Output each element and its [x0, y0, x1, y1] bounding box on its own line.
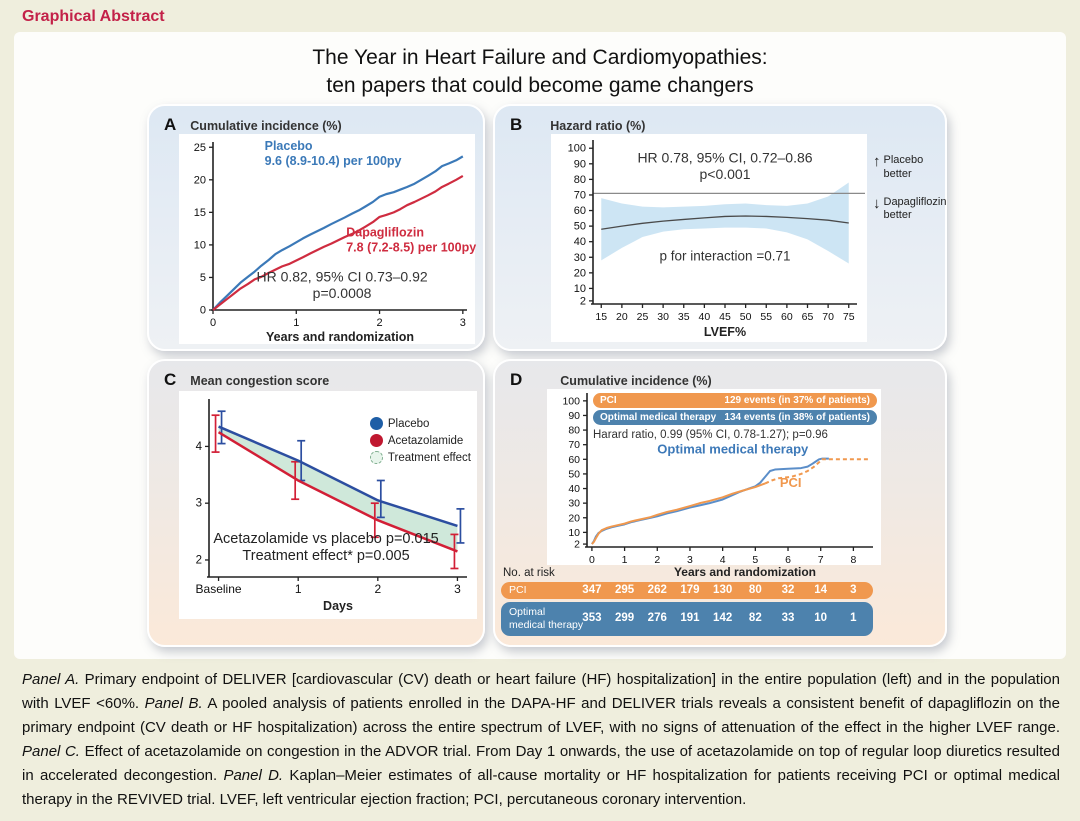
svg-text:p for interaction =0.71: p for interaction =0.71: [659, 248, 791, 264]
svg-text:60: 60: [573, 205, 586, 218]
svg-text:1: 1: [294, 582, 302, 596]
side-label-text: Dapagliflozin: [883, 195, 947, 208]
svg-text:6: 6: [785, 554, 791, 566]
treatment-effect-dashed-circle-icon: [370, 451, 383, 464]
panel-d-title: Cumulative incidence (%): [560, 374, 712, 388]
legend-item-treatment-effect: [370, 451, 471, 464]
svg-text:Optimal medical therapy: Optimal medical therapy: [657, 441, 809, 457]
figure-title-line1: The Year in Heart Failure and Cardiomyopathies:: [312, 46, 768, 69]
svg-text:2: 2: [654, 554, 661, 566]
panel-d: [493, 359, 947, 647]
svg-text:5: 5: [199, 271, 206, 284]
svg-text:50: 50: [573, 220, 586, 233]
risk-table: [495, 565, 949, 636]
caption-segment: Primary endpoint of DELIVER [cardiovascular (CV) death or heart failure (HF) hospitalization] in the entire population (left) and in the population with LVEF <60%.: [22, 671, 1060, 712]
svg-text:90: 90: [573, 158, 586, 171]
panel-c-chart: [179, 391, 477, 619]
svg-text:9.6 (8.9-10.4) per 100py: 9.6 (8.9-10.4) per 100py: [264, 153, 402, 168]
panel-a: [147, 104, 485, 351]
svg-text:3: 3: [459, 317, 466, 329]
risk-count: 142: [713, 612, 733, 624]
svg-text:3: 3: [687, 554, 693, 566]
risk-count: 347: [582, 584, 602, 596]
risk-count: 80: [748, 584, 762, 596]
risk-count: 3: [850, 584, 857, 596]
risk-count: 276: [647, 612, 667, 624]
svg-text:0: 0: [199, 304, 206, 317]
svg-text:100: 100: [562, 395, 580, 408]
legend-item-acetazolamide: [370, 434, 471, 447]
svg-text:50: 50: [568, 468, 580, 481]
risk-count: 130: [713, 584, 733, 596]
svg-text:80: 80: [568, 424, 580, 437]
svg-text:80: 80: [573, 173, 586, 186]
svg-text:10: 10: [193, 239, 206, 252]
acetazolamide-dot-icon: [370, 434, 383, 447]
figure-title-line2: ten papers that could become game changers: [326, 74, 754, 98]
caption-segment: Effect of acetazolamide on congestion in the ADVOR trial. From Day 1 onwards, the use of acetazolamide on top of regular loop diuretics resulted in accelerated decongestion.: [22, 743, 1060, 784]
svg-text:7: 7: [817, 554, 824, 566]
svg-text:30: 30: [657, 311, 669, 323]
svg-text:Acetazolamide vs placebo p=0.0: Acetazolamide vs placebo p=0.015: [213, 530, 439, 547]
panel-b-side-labels: [873, 154, 947, 237]
risk-count: 191: [680, 612, 700, 624]
svg-text:Treatment effect* p=0.005: Treatment effect* p=0.005: [242, 548, 410, 565]
up-arrow-icon: ↑: [873, 153, 881, 170]
down-arrow-icon: ↓: [873, 194, 881, 212]
svg-text:3: 3: [454, 582, 461, 596]
svg-text:LVEF%: LVEF%: [703, 325, 747, 339]
svg-text:5: 5: [752, 554, 759, 566]
side-label-text: better: [883, 167, 912, 180]
legend-label: Acetazolamide: [387, 434, 464, 447]
svg-text:4: 4: [719, 554, 726, 566]
km-chart-deliver: [179, 134, 475, 344]
legend-label: Treatment effect: [387, 451, 471, 464]
risk-row-pci: [501, 582, 873, 599]
svg-text:25: 25: [193, 141, 206, 154]
panel-d-letter: D: [510, 370, 523, 389]
svg-text:70: 70: [822, 311, 834, 323]
svg-text:20: 20: [616, 311, 628, 323]
figure-title: [14, 32, 1066, 101]
svg-text:45: 45: [719, 311, 731, 323]
side-label-text: Placebo: [883, 154, 924, 166]
svg-text:30: 30: [568, 497, 580, 510]
svg-text:40: 40: [568, 483, 580, 496]
hazard-ratio-stat: Harard ratio, 0.99 (95% CI, 0.78-1.27); p=0.96: [593, 429, 828, 441]
risk-row-label: PCI: [509, 584, 527, 596]
caption-text: [22, 668, 1060, 812]
svg-text:60: 60: [781, 311, 793, 323]
panel-reference: Panel B.: [144, 695, 203, 712]
svg-text:HR 0.82, 95% CI 0.73–0.92: HR 0.82, 95% CI 0.73–0.92: [256, 268, 428, 285]
panel-c-legend: [370, 417, 471, 468]
panel-a-letter: A: [164, 115, 177, 134]
panel-b-chart: [551, 134, 867, 342]
pill-label: PCI: [600, 395, 617, 406]
svg-text:Placebo: Placebo: [264, 138, 313, 153]
svg-text:10: 10: [568, 526, 580, 539]
risk-count: 295: [614, 584, 635, 596]
svg-text:35: 35: [677, 311, 690, 323]
panel-reference: Panel C.: [22, 743, 80, 760]
dapagliflozin-better-note: [873, 196, 947, 224]
panel-a-title: Cumulative incidence (%): [190, 119, 342, 133]
svg-text:1: 1: [621, 554, 628, 566]
svg-text:Baseline: Baseline: [195, 582, 242, 596]
panel-c-title: Mean congestion score: [190, 374, 330, 388]
svg-text:2: 2: [374, 582, 382, 596]
svg-text:70: 70: [573, 189, 586, 202]
svg-text:3: 3: [195, 497, 202, 510]
panel-d-xaxis-label: Years and randomization: [673, 565, 817, 579]
omt-events-pill: [593, 410, 877, 425]
svg-text:4: 4: [195, 440, 202, 453]
risk-count: 179: [680, 584, 700, 596]
svg-text:p<0.001: p<0.001: [699, 165, 751, 182]
svg-text:75: 75: [842, 311, 855, 323]
pci-events-pill: [593, 393, 877, 408]
svg-text:8: 8: [850, 554, 857, 566]
hazard-ratio-spline-chart: [551, 134, 867, 342]
pill-value: 134 events (in 38% of patients): [724, 412, 870, 423]
svg-text:Dapagliflozin: Dapagliflozin: [346, 225, 425, 240]
legend-item-placebo: [370, 417, 471, 430]
panel-b-letter: B: [510, 115, 523, 134]
pill-value: 129 events (in 37% of patients): [724, 395, 870, 406]
caption-segment: Kaplan–Meier estimates of all-cause mortality or HF hospitalization for patients receiving PCI or optimal medical therapy in the REVIVED trial. LVEF, left ventricular ejection fraction; PCI, percutaneous coronary intervention.: [22, 767, 1060, 808]
panel-c: [147, 359, 485, 647]
svg-text:50: 50: [739, 311, 752, 323]
caption-segment: A pooled analysis of patients enrolled in the DAPA-HF and DELIVER trials reveals a consistent benefit of dapagliflozin on the primary endpoint (CV death or HF hospitalization) across the entire spectrum of LVEF, with no signs of attenuation of the effect in the higher LVEF range.: [22, 695, 1060, 736]
svg-text:100: 100: [567, 142, 586, 155]
risk-count: 262: [647, 584, 667, 596]
svg-text:55: 55: [760, 311, 773, 323]
svg-text:0: 0: [588, 554, 595, 566]
svg-text:PCI: PCI: [779, 475, 802, 491]
panel-reference: Panel D.: [223, 767, 284, 784]
legend-label: Placebo: [387, 417, 430, 430]
risk-count: 14: [814, 584, 828, 596]
figure-container: [14, 32, 1066, 659]
svg-text:30: 30: [573, 251, 586, 264]
risk-count: 299: [614, 612, 635, 624]
svg-text:0: 0: [209, 317, 217, 329]
svg-text:2: 2: [195, 554, 202, 567]
graphical-abstract-heading: Graphical Abstract: [22, 8, 165, 25]
svg-text:2: 2: [579, 295, 586, 308]
risk-count: 353: [582, 612, 602, 624]
pill-label: Optimal medical therapy: [600, 412, 717, 423]
svg-text:p=0.0008: p=0.0008: [312, 284, 372, 301]
svg-text:90: 90: [568, 409, 580, 422]
panel-a-chart: [179, 134, 475, 344]
svg-text:40: 40: [573, 236, 586, 249]
side-label-text: better: [883, 209, 912, 222]
svg-text:40: 40: [698, 311, 711, 323]
panel-b-title: Hazard ratio (%): [550, 119, 646, 133]
svg-text:1: 1: [293, 317, 300, 329]
panel-b: [493, 104, 947, 351]
svg-text:65: 65: [801, 311, 814, 323]
risk-row-label: Optimal medical therapy: [509, 606, 584, 631]
panel-d-chart: [547, 389, 881, 565]
panel-reference: Panel A.: [22, 671, 80, 688]
svg-text:15: 15: [595, 311, 608, 323]
risk-count: 10: [814, 612, 828, 624]
risk-count: 1: [850, 612, 857, 624]
risk-row-omt: [501, 602, 873, 636]
svg-text:70: 70: [568, 439, 580, 452]
svg-text:Years and randomization: Years and randomization: [266, 330, 414, 344]
svg-text:10: 10: [573, 282, 586, 295]
svg-text:Days: Days: [323, 599, 353, 613]
no-at-risk-label: No. at risk: [503, 567, 555, 579]
panel-c-letter: C: [164, 370, 177, 389]
svg-text:7.8 (7.2-8.5) per 100py: 7.8 (7.2-8.5) per 100py: [346, 240, 477, 255]
svg-text:20: 20: [568, 512, 580, 525]
svg-text:20: 20: [573, 267, 586, 280]
svg-text:2: 2: [574, 538, 580, 551]
risk-count: 33: [781, 612, 795, 624]
svg-text:2: 2: [376, 317, 383, 329]
risk-count: 82: [748, 612, 762, 624]
svg-text:60: 60: [568, 453, 580, 466]
svg-text:20: 20: [193, 174, 206, 187]
svg-text:15: 15: [193, 206, 206, 219]
svg-text:25: 25: [636, 311, 649, 323]
placebo-better-note: [873, 154, 947, 182]
svg-text:HR 0.78, 95% CI, 0.72–0.86: HR 0.78, 95% CI, 0.72–0.86: [637, 149, 813, 166]
risk-count: 32: [781, 584, 795, 596]
placebo-dot-icon: [370, 417, 383, 430]
